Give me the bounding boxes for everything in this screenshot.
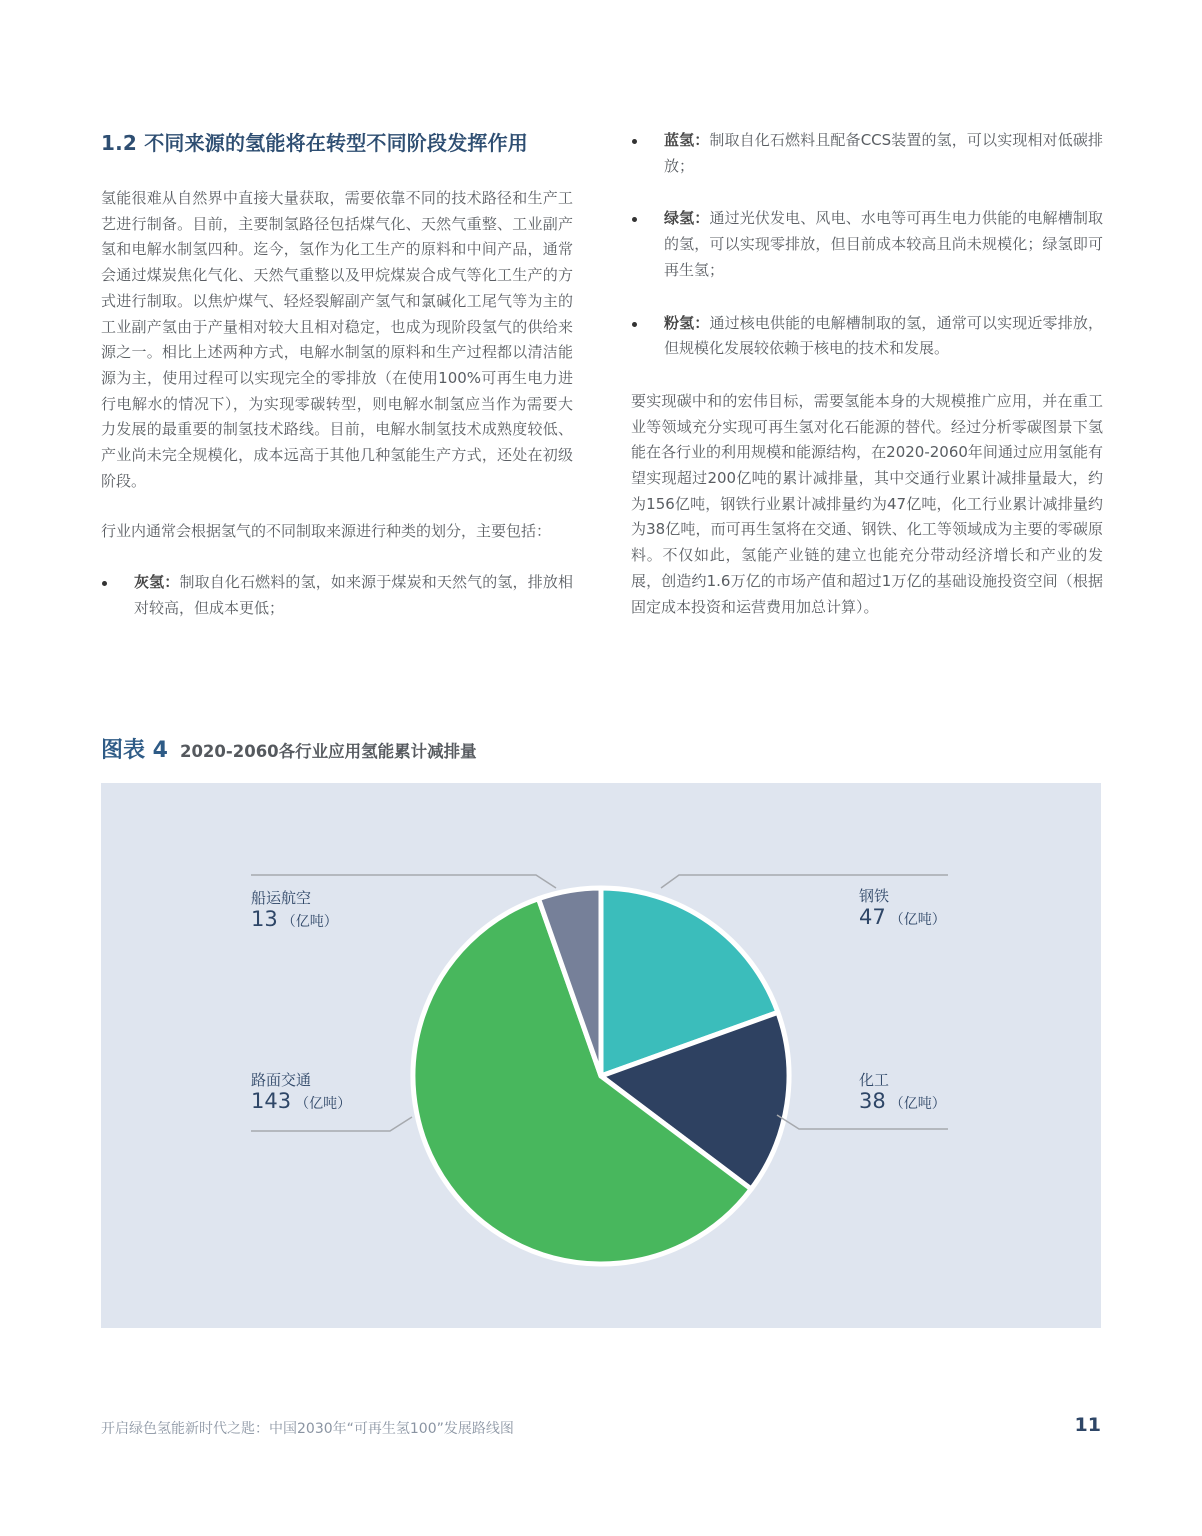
- label-unit: （亿吨）: [889, 912, 946, 928]
- leader-line-chemical: [777, 1115, 948, 1129]
- hydrogen-types-list-right: [631, 128, 1103, 362]
- right-column: [631, 128, 1103, 620]
- label-unit: （亿吨）: [281, 914, 338, 930]
- paragraph-carbon-neutral: 要实现碳中和的宏伟目标，需要氢能本身的大规模推广应用，并在重工业等领域充分实现可再生氢对化石能源的替代。经过分析零碳图景下氢能在各行业的利用规模和能源结构，在2020-2060年间通过应用氢能有望实现超过200亿吨的累计减排量，其中交通行业累计减排量最大，约为156亿吨，钢铁行业累计减排量约为47亿吨，化工行业累计减排量约为38亿吨，而可再生氢将在交通、钢铁、化工等领域成为主要的零碳原料。不仅如此，氢能产业链的建立也能充分带动经济增长和产业的发展，创造约1.6万亿的市场产值和超过1万亿的基础设施投资空间（根据固定成本投资和运营费用加总计算）。: [631, 391, 1103, 616]
- label-road-transport: [251, 1071, 351, 1113]
- term-grey-hydrogen: 灰氢：: [134, 573, 180, 592]
- label-unit: （亿吨）: [295, 1096, 352, 1112]
- list-item-grey-hydrogen: [101, 570, 573, 621]
- label-value: 13: [251, 907, 278, 931]
- paragraph-classification: 行业内通常会根据氢气的不同制取来源进行种类的划分，主要包括：: [101, 522, 552, 541]
- desc-grey-hydrogen: 制取自化石燃料的氢，如来源于煤炭和天然气的氢，排放相对较高，但成本更低；: [134, 573, 573, 617]
- label-value: 143: [251, 1089, 292, 1113]
- hydrogen-types-list-left: [101, 570, 573, 621]
- desc-pink-hydrogen: 通过核电供能的电解槽制取的氢，通常可以实现近零排放，但规模化发展较依赖于核电的技术和发展。: [664, 313, 1103, 358]
- paragraph-intro: 氢能很难从自然界中直接大量获取，需要依靠不同的技术路径和生产工艺进行制备。目前，主要制氢路径包括煤气化、天然气重整、工业副产氢和电解水制氢四种。迄今，氢作为化工生产的原料和中间产品，通常会通过煤炭焦化气化、天然气重整以及甲烷煤炭合成气等化工生产的方式进行制取。以焦炉煤气、轻烃裂解副产氢气和氯碱化工尾气等为主的工业副产氢由于产量相对较大且相对稳定，也成为现阶段氢气的供给来源之一。相比上述两种方式，电解水制氢的原料和生产过程都以清洁能源为主，使用过程可以实现完全的零排放（在使用100%可再生电力进行电解水的情况下），为实现零碳转型，则电解水制氢应当作为需要大力发展的最重要的制氢技术路线。目前，电解水制氢技术成熟度较低、产业尚未完全规模化，成本远高于其他几种氢能生产方式，还处在初级阶段。: [101, 189, 573, 490]
- label-steel: [859, 887, 946, 929]
- label-shipping-aviation: [251, 889, 338, 931]
- pie-chart: [101, 783, 1101, 1328]
- term-green-hydrogen: 绿氢：: [664, 209, 710, 228]
- figure-title: 2020-2060各行业应用氢能累计减排量: [179, 742, 477, 761]
- leader-line-road: [251, 1117, 412, 1131]
- pie-chart-panel: [101, 783, 1101, 1328]
- figure-caption: [101, 733, 477, 765]
- label-unit: （亿吨）: [889, 1096, 946, 1112]
- bullet-icon: [632, 139, 637, 144]
- label-name: 船运航空: [251, 889, 312, 907]
- bullet-icon: [632, 322, 637, 327]
- list-item-pink-hydrogen: [631, 311, 1103, 362]
- figure-number: 图表 4: [101, 738, 168, 763]
- list-item-green-hydrogen: [631, 206, 1103, 283]
- label-chemical: [859, 1071, 946, 1113]
- footer-report-title: 开启绿色氢能新时代之匙：中国2030年“可再生氢100”发展路线图: [101, 1421, 514, 1437]
- term-pink-hydrogen: 粉氢：: [664, 313, 710, 332]
- label-value: 47: [859, 905, 886, 929]
- label-name: 钢铁: [859, 887, 890, 905]
- label-name: 路面交通: [251, 1071, 312, 1089]
- label-value: 38: [859, 1089, 886, 1113]
- bullet-icon: [102, 581, 107, 586]
- bullet-icon: [632, 217, 637, 222]
- page-number: 11: [1074, 1414, 1101, 1436]
- desc-blue-hydrogen: 制取自化石燃料且配备CCS装置的氢，可以实现相对低碳排放；: [664, 131, 1103, 175]
- desc-green-hydrogen: 通过光伏发电、风电、水电等可再生电力供能的电解槽制取的氢，可以实现零排放，但目前成本较高且尚未规模化；绿氢即可再生氢；: [664, 209, 1103, 279]
- left-column: [101, 128, 573, 649]
- label-name: 化工: [859, 1071, 890, 1089]
- list-item-blue-hydrogen: [631, 128, 1103, 179]
- term-blue-hydrogen: 蓝氢：: [664, 131, 710, 149]
- leader-line-shipping: [251, 875, 556, 888]
- section-title: 1.2 不同来源的氢能将在转型不同阶段发挥作用: [101, 131, 528, 155]
